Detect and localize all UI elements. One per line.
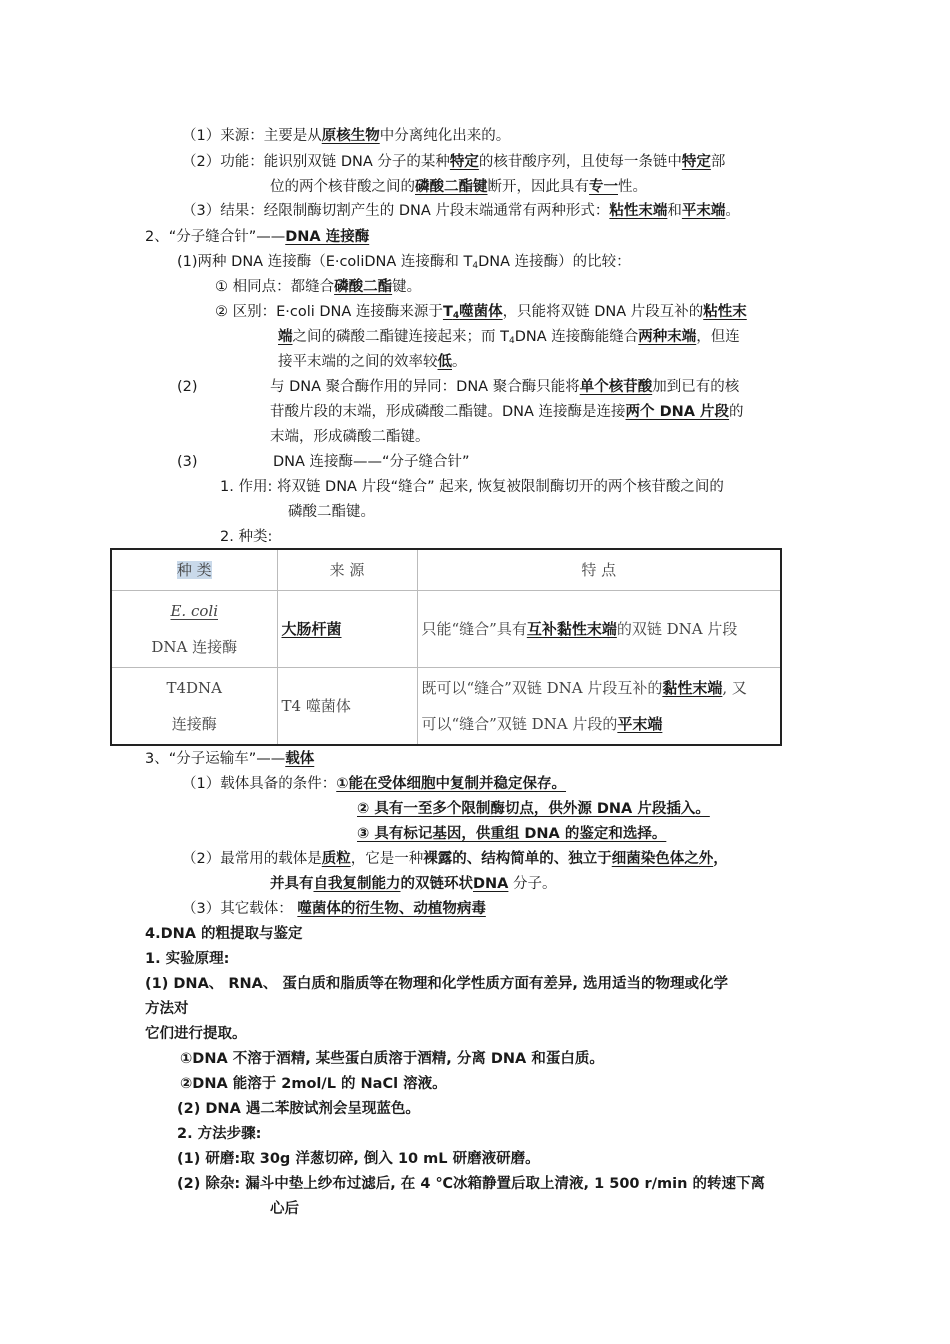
extract-principle-1b: 方法对 xyxy=(145,1001,189,1017)
vector-other: （3）其它载体： 噬菌体的衍生物、动植物病毒 xyxy=(182,901,486,917)
vector-plasmid-line-2: 并具有自我复制能力的双链环状DNA 分子。 xyxy=(270,876,557,892)
extract-step-2b: 心后 xyxy=(270,1201,299,1217)
extract-principle-a: ①DNA 不溶于酒精, 某些蛋白质溶于酒精, 分离 DNA 和蛋白质。 xyxy=(180,1051,604,1067)
row1-source: 大肠杆菌 xyxy=(277,591,417,668)
extract-step-1: (1) 研磨:取 30g 洋葱切碎, 倒入 10 mL 研磨液研磨。 xyxy=(177,1151,540,1167)
enzyme-function-line-2: 位的两个核苷酸之间的磷酸二酯键断开，因此具有专一性。 xyxy=(270,179,647,195)
enzyme-result-line: （3）结果：经限制酶切割产生的 DNA 片段末端通常有两种形式：粘性末端和平末端。 xyxy=(182,203,740,219)
header-kind: 种 类 xyxy=(111,549,277,591)
vector-heading: 3、“分子运输车”——载体 xyxy=(145,751,315,767)
row1-feature: 只能“缝合”具有互补黏性末端的双链 DNA 片段 xyxy=(417,591,781,668)
ligase-point-3-number: (3) xyxy=(177,454,198,470)
vector-condition-2: ② 具有一至多个限制酶切点，供外源 DNA 片段插入。 xyxy=(357,801,710,817)
vector-plasmid-line: （2）最常用的载体是质粒，它是一种裸露的、结构简单的、独立于细菌染色体之外， xyxy=(182,851,728,867)
row2-kind: T4DNA 连接酶 xyxy=(111,668,277,746)
vector-condition-3: ③ 具有标记基因，供重组 DNA 的鉴定和选择。 xyxy=(357,826,667,842)
ligase-heading: 2、“分子缝合针”——DNA 连接酶 xyxy=(145,229,370,245)
enzyme-function-line: （2）功能：能识别双链 DNA 分子的某种特定的核苷酸序列，且使每一条链中特定部 xyxy=(182,154,726,170)
ligase-difference-3: 接平末端的之间的效率较低。 xyxy=(278,354,467,370)
extract-title: 4.DNA 的粗提取与鉴定 xyxy=(145,926,303,942)
extract-principle-heading: 1. 实验原理: xyxy=(145,951,230,967)
ligase-difference-2: 端之间的磷酸二酯键连接起来；而 $T_4DNA$ 连接酶能缝合两种末端，但连 xyxy=(278,329,740,346)
table-header-row xyxy=(111,549,781,591)
ligase-point-2-number: (2) xyxy=(177,379,198,395)
ligase-difference: ② 区别：E·coli DNA 连接酶来源于$T_4$噬菌体，只能将双链 DNA 片段互补的粘性末 xyxy=(215,304,747,321)
ligase-use: 1. 作用: 将双链 DNA 片段“缝合” 起来, 恢复被限制酶切开的两个核苷酸之间的 xyxy=(220,479,724,495)
header-feature: 特 点 xyxy=(417,549,781,591)
ligase-polymerase-compare: 与 DNA 聚合酶作用的异同：DNA 聚合酶只能将单个核苷酸加到已有的核 xyxy=(270,379,740,395)
header-source: 来 源 xyxy=(277,549,417,591)
extract-principle-1c: 它们进行提取。 xyxy=(145,1026,247,1042)
ligase-similarity: ① 相同点：都缝合磷酸二酯键。 xyxy=(215,279,422,295)
table-row xyxy=(111,668,781,746)
extract-principle-b: ②DNA 能溶于 2mol/L 的 NaCl 溶液。 xyxy=(180,1076,447,1092)
row2-feature: 既可以“缝合”双链 DNA 片段互补的黏性末端, 又 可以“缝合”双链 DNA 片段的平末端 xyxy=(417,668,781,746)
vector-condition-1: （1）载体具备的条件：①能在受体细胞中复制并稳定保存。 xyxy=(182,776,567,792)
ligase-use-2: 磷酸二酯键。 xyxy=(288,504,375,520)
ligase-polymerase-compare-2: 苷酸片段的末端，形成磷酸二酯键。DNA 连接酶是连接两个 DNA 片段的 xyxy=(270,404,744,420)
ligase-polymerase-compare-3: 末端，形成磷酸二酯键。 xyxy=(270,429,430,445)
extract-principle-2: (2) DNA 遇二苯胺试剂会呈现蓝色。 xyxy=(177,1101,420,1117)
ligase-kinds-table xyxy=(110,548,782,746)
ligase-compare-line: (1)两种 DNA 连接酶（E·coliDNA 连接酶和 $T_4DNA$ 连接酶）的比较： xyxy=(177,254,631,271)
ligase-kinds-label: 2. 种类: xyxy=(220,529,273,545)
row2-source: T4 噬菌体 xyxy=(277,668,417,746)
extract-steps-heading: 2. 方法步骤: xyxy=(177,1126,262,1142)
extract-step-2: (2) 除杂: 漏斗中垫上纱布过滤后, 在 4 ℃冰箱静置后取上清液, 1 500 r/min 的转速下离 xyxy=(177,1176,765,1192)
ligase-point-3: DNA 连接酶——“分子缝合针” xyxy=(273,454,470,470)
extract-principle-1: (1) DNA、 RNA、 蛋白质和脂质等在物理和化学性质方面有差异, 选用适当的物理或化学 xyxy=(145,976,728,992)
table-row xyxy=(111,591,781,668)
row1-kind: E. coli DNA 连接酶 xyxy=(111,591,277,668)
enzyme-source-line: （1）来源：主要是从原核生物中分离纯化出来的。 xyxy=(182,128,511,144)
